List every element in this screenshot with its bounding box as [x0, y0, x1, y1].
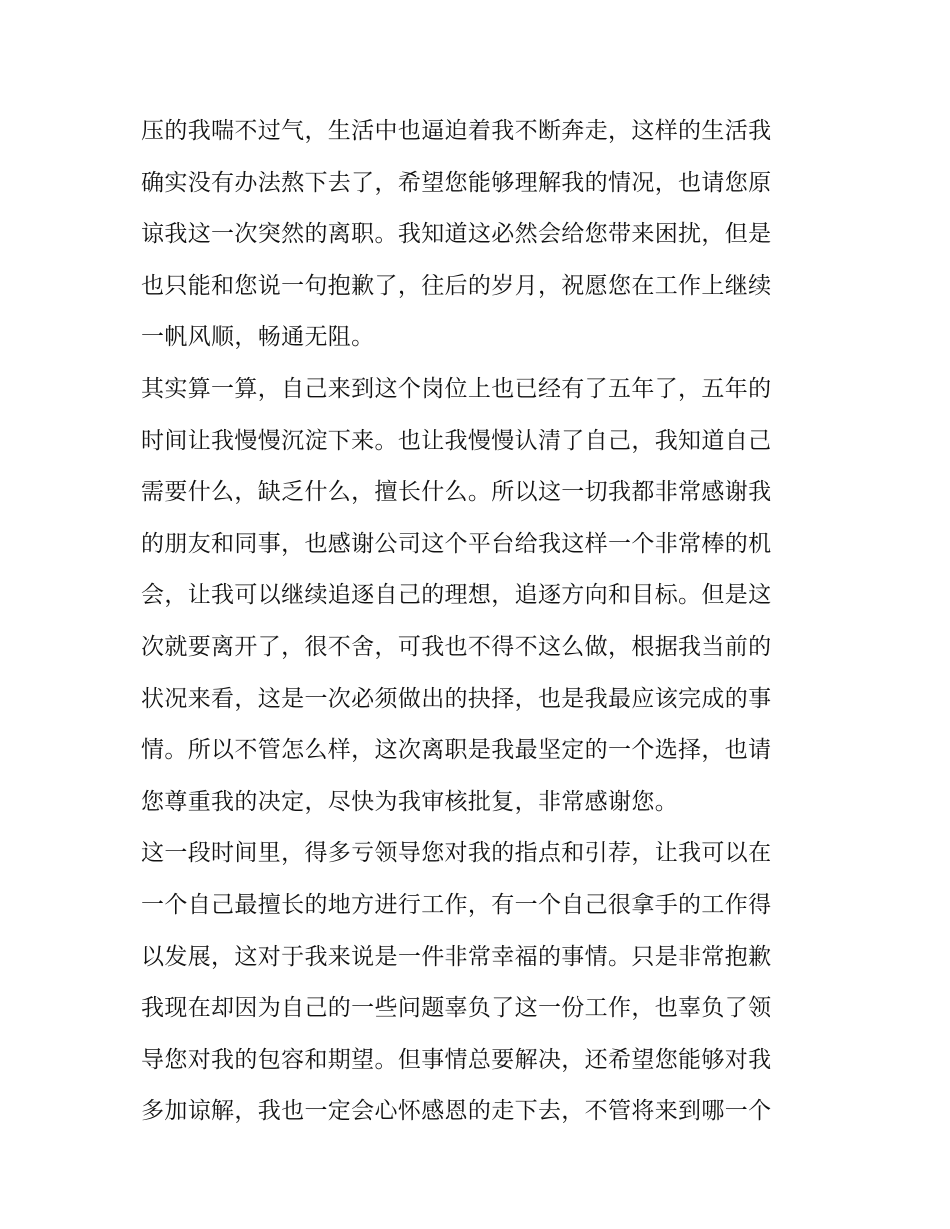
paragraph-line: 导您对我的包容和期望。但事情总要解决，还希望您能够对我 — [141, 1046, 772, 1073]
paragraph-line: 会，让我可以继续追逐自己的理想，追逐方向和目标。但是这 — [141, 582, 772, 609]
paragraph-line: 确实没有办法熬下去了，希望您能够理解我的情况，也请您原 — [141, 169, 772, 196]
paragraph-line: 一个自己最擅长的地方进行工作，有一个自己很拿手的工作得 — [141, 891, 772, 918]
paragraph-line: 时间让我慢慢沉淀下来。也让我慢慢认清了自己，我知道自己 — [141, 427, 772, 454]
paragraph-line: 这一段时间里，得多亏领导您对我的指点和引荐，让我可以在 — [141, 840, 772, 867]
paragraph-line: 以发展，这对于我来说是一件非常幸福的事情。只是非常抱歉 — [141, 943, 772, 970]
paragraph-line: 状况来看，这是一次必须做出的抉择，也是我最应该完成的事 — [141, 685, 772, 712]
paragraph-line: 您尊重我的决定，尽快为我审核批复，非常感谢您。 — [141, 788, 679, 815]
paragraph-2 — [141, 364, 811, 828]
paragraph-line: 一帆风顺，畅通无阻。 — [141, 324, 375, 351]
document-body — [141, 106, 811, 1138]
paragraph-line: 也只能和您说一句抱歉了，往后的岁月，祝愿您在工作上继续 — [141, 272, 772, 299]
paragraph-line: 需要什么，缺乏什么，擅长什么。所以这一切我都非常感谢我 — [141, 479, 772, 506]
paragraph-line: 多加谅解，我也一定会心怀感恩的走下去，不管将来到哪一个 — [141, 1098, 772, 1125]
paragraph-1 — [141, 106, 811, 364]
paragraph-line: 压的我喘不过气，生活中也逼迫着我不断奔走，这样的生活我 — [141, 118, 772, 144]
paragraph-line: 其实算一算，自己来到这个岗位上也已经有了五年了，五年的 — [141, 375, 772, 402]
paragraph-line: 我现在却因为自己的一些问题辜负了这一份工作，也辜负了领 — [141, 995, 772, 1022]
paragraph-line: 谅我这一次突然的离职。我知道这必然会给您带来困扰，但是 — [141, 221, 772, 248]
paragraph-line: 的朋友和同事，也感谢公司这个平台给我这样一个非常棒的机 — [141, 530, 772, 557]
paragraph-3 — [141, 828, 811, 1138]
paragraph-line: 情。所以不管怎么样，这次离职是我最坚定的一个选择，也请 — [141, 737, 772, 764]
paragraph-line: 次就要离开了，很不舍，可我也不得不这么做，根据我当前的 — [141, 633, 772, 660]
